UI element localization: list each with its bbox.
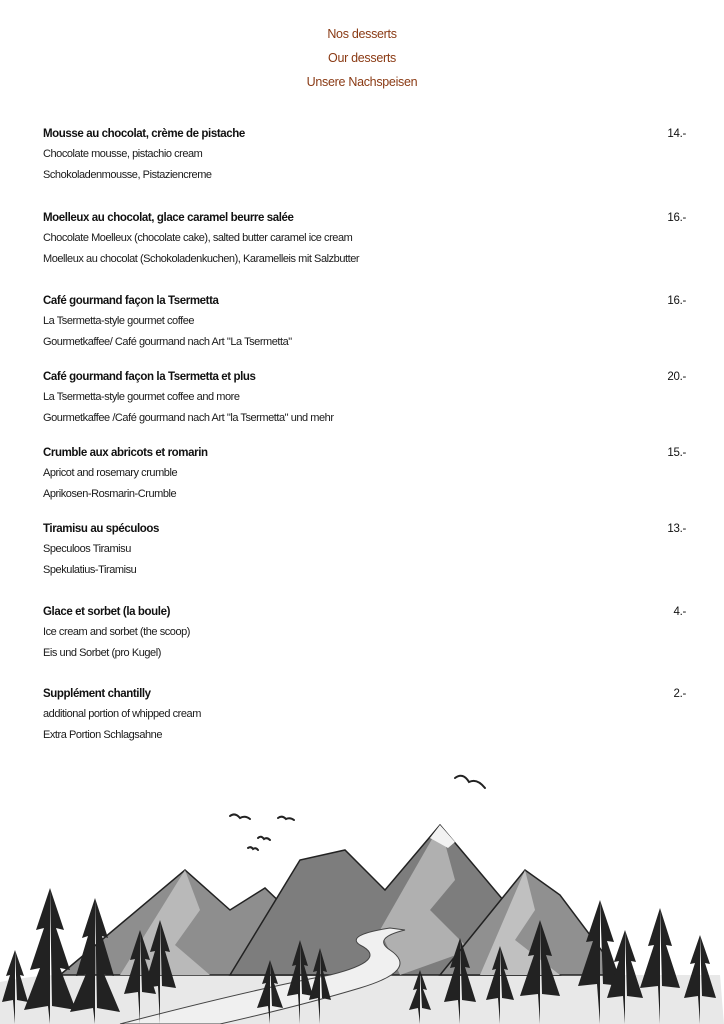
menu-item bbox=[43, 124, 688, 186]
item-name: Tiramisu au spéculoos bbox=[43, 523, 160, 535]
item-price: 4.- bbox=[673, 606, 686, 618]
item-english: Chocolate mousse, pistachio cream bbox=[43, 148, 203, 160]
item-english: Apricot and rosemary crumble bbox=[43, 467, 178, 479]
item-english: Ice cream and sorbet (the scoop) bbox=[43, 626, 191, 638]
menu-header bbox=[0, 22, 724, 94]
menu-item bbox=[43, 443, 688, 505]
item-english: La Tsermetta-style gourmet coffee bbox=[43, 315, 195, 327]
item-price: 20.- bbox=[667, 371, 686, 383]
item-price: 14.- bbox=[667, 128, 686, 140]
item-name: Supplément chantilly bbox=[43, 688, 151, 700]
item-english: Speculoos Tiramisu bbox=[43, 543, 131, 555]
item-name: Mousse au chocolat, crème de pistache bbox=[43, 128, 245, 140]
item-price: 16.- bbox=[667, 295, 686, 307]
menu-item bbox=[43, 602, 688, 664]
item-name: Café gourmand façon la Tsermetta et plus bbox=[43, 371, 256, 383]
title-french: Nos desserts bbox=[327, 27, 397, 41]
menu-item bbox=[43, 291, 688, 353]
item-name: Crumble aux abricots et romarin bbox=[43, 447, 208, 459]
item-name: Café gourmand façon la Tsermetta bbox=[43, 295, 219, 307]
item-price: 15.- bbox=[667, 447, 686, 459]
menu-item bbox=[43, 519, 688, 581]
item-german: Gourmetkaffee /Café gourmand nach Art "la Tsermetta" und mehr bbox=[43, 412, 334, 424]
dessert-list bbox=[43, 124, 688, 746]
item-english: La Tsermetta-style gourmet coffee and more bbox=[43, 391, 240, 403]
mountain-landscape-illustration bbox=[0, 770, 724, 1024]
item-german: Moelleux au chocolat (Schokoladenkuchen), Karamelleis mit Salzbutter bbox=[43, 253, 360, 265]
item-german: Schokoladenmousse, Pistaziencreme bbox=[43, 169, 212, 181]
item-name: Glace et sorbet (la boule) bbox=[43, 606, 170, 618]
item-name: Moelleux au chocolat, glace caramel beurre salée bbox=[43, 212, 294, 224]
title-english: Our desserts bbox=[328, 51, 396, 65]
item-english: additional portion of whipped cream bbox=[43, 708, 201, 720]
item-price: 2.- bbox=[673, 688, 686, 700]
item-german: Spekulatius-Tiramisu bbox=[43, 564, 137, 576]
menu-item bbox=[43, 684, 688, 746]
item-german: Eis und Sorbet (pro Kugel) bbox=[43, 647, 161, 659]
item-english: Chocolate Moelleux (chocolate cake), salted butter caramel ice cream bbox=[43, 232, 353, 244]
menu-item bbox=[43, 367, 688, 429]
menu-item bbox=[43, 208, 688, 270]
item-german: Extra Portion Schlagsahne bbox=[43, 729, 162, 741]
title-german: Unsere Nachspeisen bbox=[306, 75, 418, 89]
item-german: Aprikosen-Rosmarin-Crumble bbox=[43, 488, 177, 500]
item-german: Gourmetkaffee/ Café gourmand nach Art "La Tsermetta" bbox=[43, 336, 292, 348]
item-price: 13.- bbox=[667, 523, 686, 535]
item-price: 16.- bbox=[667, 212, 686, 224]
